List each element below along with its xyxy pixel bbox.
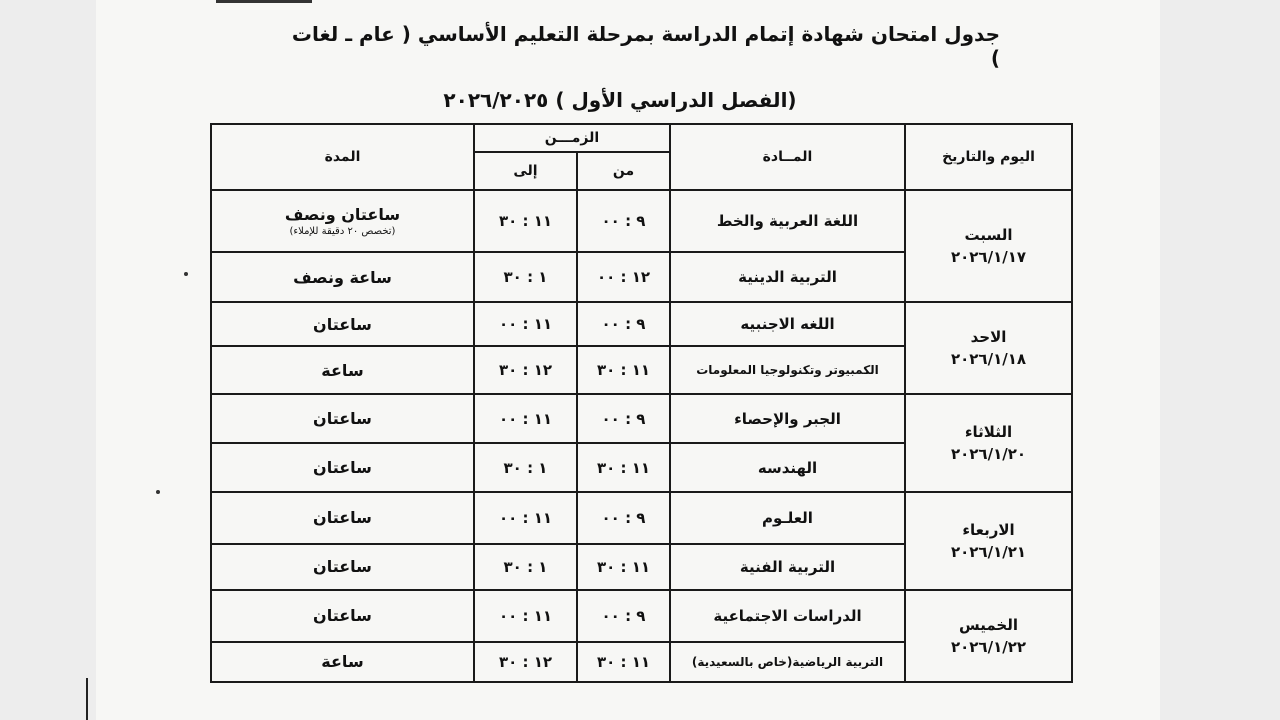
subject-cell: اللغه الاجنبيه — [670, 302, 905, 346]
duration-text: ساعتان — [313, 557, 372, 577]
time-from-cell: ٩ : ٠٠ — [577, 492, 670, 544]
day-date-cell — [905, 492, 1072, 590]
day-name: السبت — [964, 226, 1013, 245]
time-to-cell: ١١ : ٠٠ — [474, 492, 577, 544]
table-row — [211, 302, 1072, 346]
header-to: إلى — [474, 152, 577, 190]
scan-speck — [184, 272, 188, 276]
time-to-cell: ١١ : ٣٠ — [474, 190, 577, 252]
scan-edge-line — [86, 678, 88, 720]
subject-cell: التربية الدينية — [670, 252, 905, 302]
subject-cell: الكمبيوتر وتكنولوجيا المعلومات — [670, 346, 905, 394]
exam-date: ٢٠٢٦/١/٢٠ — [950, 444, 1027, 463]
header-subject: المــادة — [670, 124, 905, 190]
duration-cell — [211, 590, 474, 642]
day-date-cell — [905, 302, 1072, 394]
header-duration: المدة — [211, 124, 474, 190]
table-row — [211, 190, 1072, 252]
time-to-cell: ١١ : ٠٠ — [474, 302, 577, 346]
duration-cell — [211, 252, 474, 302]
duration-cell — [211, 642, 474, 682]
duration-text: ساعة — [321, 652, 364, 672]
exam-schedule — [212, 123, 1073, 683]
duration-cell — [211, 544, 474, 590]
time-to-cell: ١٢ : ٣٠ — [474, 346, 577, 394]
schedule-body — [211, 190, 1072, 682]
duration-text: ساعتان — [313, 409, 372, 429]
time-from-cell: ٩ : ٠٠ — [577, 394, 670, 443]
subject-cell: الهندسه — [670, 443, 905, 491]
duration-text: ساعتان — [313, 606, 372, 626]
document-title: جدول امتحان شهادة إتمام الدراسة بمرحلة التعليم الأساسي ( عام ـ لغات ) — [291, 22, 1000, 70]
duration-note: (تخصص ٢٠ دقيقة للإملاء) — [289, 226, 396, 238]
duration-cell — [211, 190, 474, 252]
day-name: الثلاثاء — [964, 422, 1013, 441]
duration-text: ساعة ونصف — [293, 267, 392, 287]
subject-cell: الجبر والإحصاء — [670, 394, 905, 443]
time-from-cell: ٩ : ٠٠ — [577, 590, 670, 642]
day-date-cell — [905, 190, 1072, 302]
day-date-cell — [905, 394, 1072, 491]
header-time: الزمـــن — [474, 124, 670, 152]
header-from: من — [577, 152, 670, 190]
time-to-cell: ١١ : ٠٠ — [474, 590, 577, 642]
scan-mark — [216, 0, 312, 3]
duration-cell — [211, 492, 474, 544]
document-subtitle: (الفصل الدراسي الأول ) ٢٠٢٦/٢٠٢٥ — [443, 88, 797, 112]
subject-cell: الدراسات الاجتماعية — [670, 590, 905, 642]
table-row — [211, 590, 1072, 642]
day-date-cell — [905, 590, 1072, 682]
schedule-table — [210, 123, 1073, 683]
subject-cell: التربية الفنية — [670, 544, 905, 590]
duration-text: ساعة — [321, 360, 364, 380]
duration-text: ساعتان — [313, 314, 372, 334]
time-from-cell: ١٢ : ٠٠ — [577, 252, 670, 302]
time-from-cell: ١١ : ٣٠ — [577, 642, 670, 682]
table-row — [211, 394, 1072, 443]
time-to-cell: ١ : ٣٠ — [474, 252, 577, 302]
exam-date: ٢٠٢٦/١/١٨ — [950, 350, 1027, 369]
exam-date: ٢٠٢٦/١/١٧ — [950, 248, 1027, 267]
table-row — [211, 492, 1072, 544]
duration-text: ساعتان — [313, 458, 372, 478]
time-from-cell: ٩ : ٠٠ — [577, 190, 670, 252]
time-to-cell: ١٢ : ٣٠ — [474, 642, 577, 682]
day-name: الخميس — [959, 615, 1018, 634]
day-name: الاحد — [970, 328, 1007, 347]
subject-cell: اللغة العربية والخط — [670, 190, 905, 252]
time-from-cell: ١١ : ٣٠ — [577, 544, 670, 590]
subject-cell: العلـوم — [670, 492, 905, 544]
scan-speck — [156, 490, 160, 494]
time-to-cell: ١ : ٣٠ — [474, 544, 577, 590]
time-from-cell: ١١ : ٣٠ — [577, 443, 670, 491]
duration-cell — [211, 346, 474, 394]
time-to-cell: ١١ : ٠٠ — [474, 394, 577, 443]
duration-cell — [211, 394, 474, 443]
exam-date: ٢٠٢٦/١/٢١ — [950, 542, 1027, 561]
duration-cell — [211, 302, 474, 346]
header-day-date: اليوم والتاريخ — [905, 124, 1072, 190]
subject-cell: التربية الرياضية(خاص بالسعيدية) — [670, 642, 905, 682]
time-from-cell: ٩ : ٠٠ — [577, 302, 670, 346]
exam-date: ٢٠٢٦/١/٢٢ — [950, 637, 1027, 656]
duration-text: ساعتان ونصف — [284, 205, 401, 225]
time-to-cell: ١ : ٣٠ — [474, 443, 577, 491]
duration-text: ساعتان — [313, 508, 372, 528]
duration-cell — [211, 443, 474, 491]
time-from-cell: ١١ : ٣٠ — [577, 346, 670, 394]
day-name: الاربعاء — [962, 520, 1015, 539]
